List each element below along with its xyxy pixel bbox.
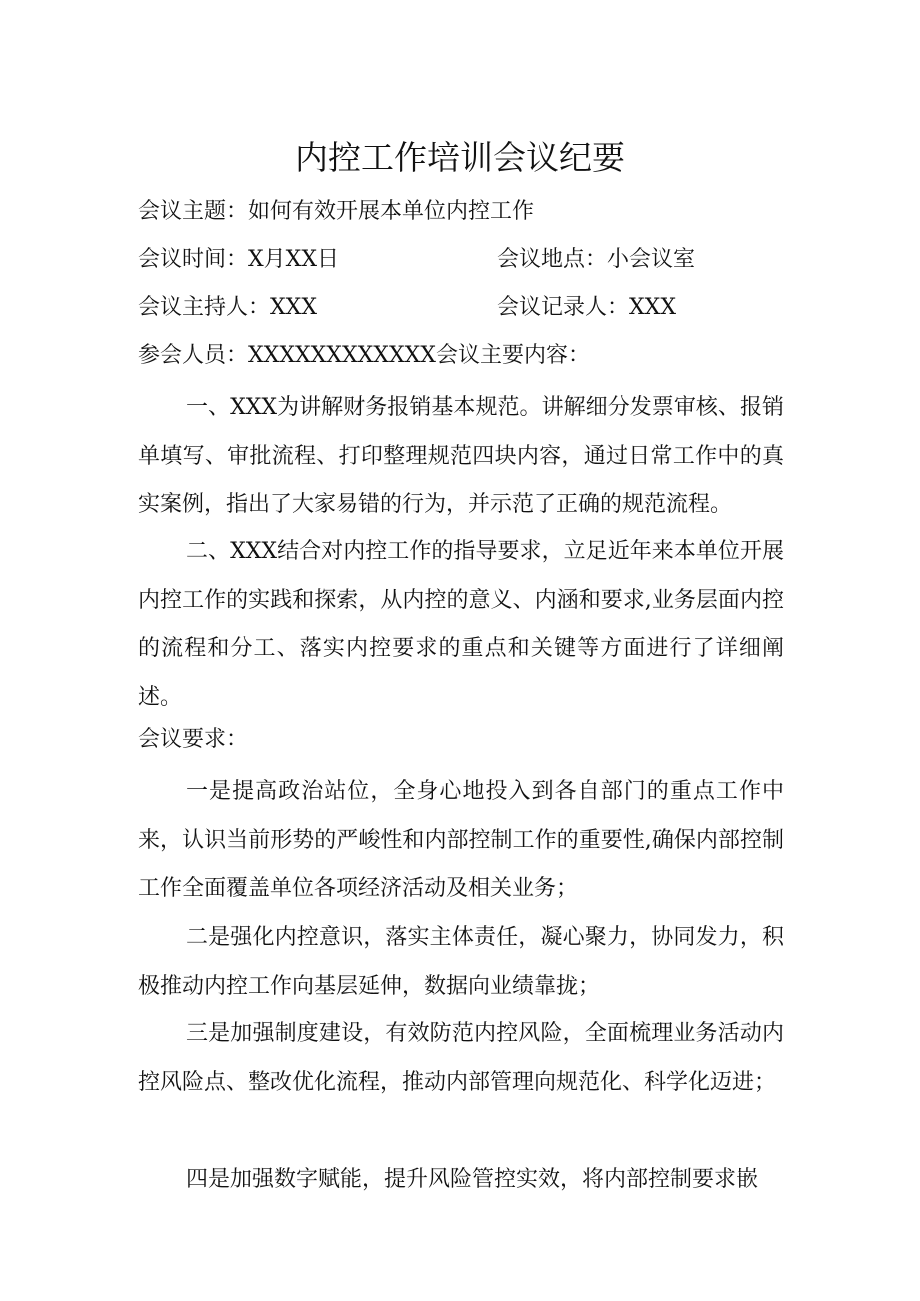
meeting-location: 会议地点：小会议室 [497, 247, 696, 272]
meeting-host: 会议主持人：XXX [138, 295, 317, 320]
meeting-time: 会议时间：X月XX日 [138, 247, 339, 272]
requirements-heading: 会议要求： [138, 727, 249, 752]
requirement-1: 一是提高政治站位，全身心地投入到各自部门的重点工作中来，认识当前形势的严峻性和内部控制工作的重要性,确保内部控制工作全面覆盖单位各项经济活动及相关业务； [138, 779, 784, 901]
content-paragraph-2: 二、XXX结合对内控工作的指导要求，立足近年来本单位开展内控工作的实践和探索，从内控的意义、内涵和要求,业务层面内控的流程和分工、落实内控要求的重点和关键等方面进行了详细阐述。 [138, 539, 784, 710]
requirement-2: 二是强化内控意识，落实主体责任，凝心聚力，协同发力，积极推动内控工作向基层延伸，数据向业绩靠拢； [138, 925, 784, 999]
document-title: 内控工作培训会议纪要 [295, 138, 625, 177]
content-paragraph-1: 一、XXX为讲解财务报销基本规范。讲解细分发票审核、报销单填写、审批流程、打印整理规范四块内容，通过日常工作中的真实案例，指出了大家易错的行为，并示范了正确的规范流程。 [138, 395, 784, 517]
requirement-3: 三是加强制度建设，有效防范内控风险，全面梳理业务活动内控风险点、整改优化流程，推动内部管理向规范化、科学化迈进； [138, 1021, 784, 1095]
meeting-recorder: 会议记录人：XXX [497, 295, 676, 320]
requirement-4: 四是加强数字赋能，提升风险管控实效，将内部控制要求嵌 [186, 1167, 759, 1192]
meeting-attendees: 参会人员：XXXXXXXXXXXX会议主要内容： [138, 343, 590, 368]
meeting-topic: 会议主题：如何有效开展本单位内控工作 [138, 199, 535, 224]
